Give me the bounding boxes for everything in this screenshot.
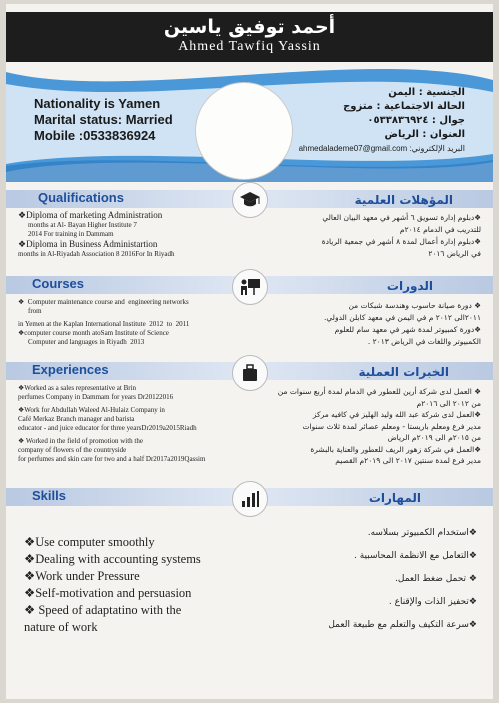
personal-info-english bbox=[34, 96, 224, 144]
courses-en: ❖ Computer maintenance course and engineering networks from in Yemen at the Kaplan International Institute 2012 to 2011 ❖computer course month atoSam Institute of Science Computer and languages in Riyadh 2013 bbox=[18, 298, 190, 346]
email: البريد الإلكتروني: ahmedalademe07@gmail.com bbox=[298, 144, 465, 153]
experiences-en: ❖Worked as a sales representative at Brin perfumes Company in Dammam for years Dr20122016 ❖Work for Abdullah Waleed Al-Hulaiz Company in Café Merkaz Branch manager and barista educator - and juice educator for three yearsDr2019a2015Riadh ❖ Worked in the field of promotion with the company of flowers of the countryside for perfumes and skin care for two and a half Dr2017a2019Qassim bbox=[18, 384, 206, 463]
resume-page bbox=[6, 4, 493, 699]
courses-ar: ❖ دورة صيانة حاسوب وهندسة شبكات من ٢٠١١الى ٢٠١٢ م في اليمن في معهد كابلن الدولي. ❖دورة كمبيوتر لمدة شهر في معهد سام للعلوم الكمبيوتر واللغات في الرياض ٢٠١٣ . bbox=[324, 301, 481, 346]
qualifications-ar: ❖دبلوم إدارة تسويق ٦ أشهر في معهد البيان العالي للتدريب في الدمام ٢٠١٤م ❖دبلوم إدارة أعمال لمدة ٨ أشهر في جمعية الريادة في الرياض ٢٠١٦ bbox=[321, 213, 481, 258]
skills-en: ❖Use computer smoothly ❖Dealing with accounting systems ❖Work under Pressure ❖Self-motivation and persuasion ❖ Speed of adaptatino with the nature of work bbox=[24, 535, 201, 634]
mobile-en: Mobile :0533836924 bbox=[34, 128, 156, 143]
bar-chart-icon bbox=[232, 481, 268, 517]
qualifications-title-ar: المؤهلات العلمية bbox=[354, 193, 453, 207]
skills-ar: ❖استخدام الكمبيوتر بسلاسه. ❖التعامل مع الانظمة المحاسبية . ❖ تحمل ضغط العمل. ❖تحفيز الذات والإقناع . ❖سرعة التكيف والتعلم مع طبيعة العمل bbox=[328, 528, 477, 630]
experiences-title-ar: الخبرات العملية bbox=[358, 365, 449, 379]
nationality-en: Nationality is Yamen bbox=[34, 96, 161, 111]
nationality-ar: الجنسية : اليمن bbox=[388, 87, 465, 98]
qualifications-en: ❖Diploma of marketing Administration months at Al- Bayan Higher Institute 7 2014 For training in Dammam ❖Diploma in Business Administartion months in Al-Riyadah Association 8 2016For In Riyadh bbox=[18, 210, 175, 258]
courses-title-en: Courses bbox=[32, 276, 85, 291]
name-header bbox=[6, 12, 493, 62]
experiences-ar: ❖ العمل لدى شركة أرين للعطور في الدمام لمدة أربع سنوات من من ٢٠١٢ الى ٢٠١٦م ❖العمل لدى شركة عبد الله وليد الهليز في كافيه مركز مدير فرع ومعلم باريستا - ومعلم عصائر لمدة ثلاث سنوات من ٢٠١٥م الى ٢٠١٩م الرياض ❖العمل في شركة زهور الريف للعطور والعناية بالبشرة مدير فرع لمدة سنتين ٢٠١٧ الى ٢٠١٩م القصيم bbox=[277, 387, 481, 465]
skills-title-en: Skills bbox=[32, 488, 66, 503]
qualifications-title-en: Qualifications bbox=[38, 190, 124, 205]
skills-title-ar: المهارات bbox=[368, 491, 421, 505]
marital-status-en: Marital status: Married bbox=[34, 112, 173, 127]
experiences-title-en: Experiences bbox=[32, 362, 109, 377]
marital-status-ar: الحالة الاجتماعية : متزوج bbox=[343, 101, 465, 112]
mobile-ar: جوال : ٠٥٣٣٨٣٦٩٢٤ bbox=[367, 115, 465, 126]
address-ar: العنوان : الرياض bbox=[384, 129, 465, 140]
personal-info-arabic bbox=[285, 86, 465, 156]
name-english: Ahmed Tawfiq Yassin bbox=[178, 39, 321, 54]
name-arabic: أحمد توفيق ياسين bbox=[163, 16, 336, 38]
courses-title-ar: الدورات bbox=[386, 279, 433, 293]
